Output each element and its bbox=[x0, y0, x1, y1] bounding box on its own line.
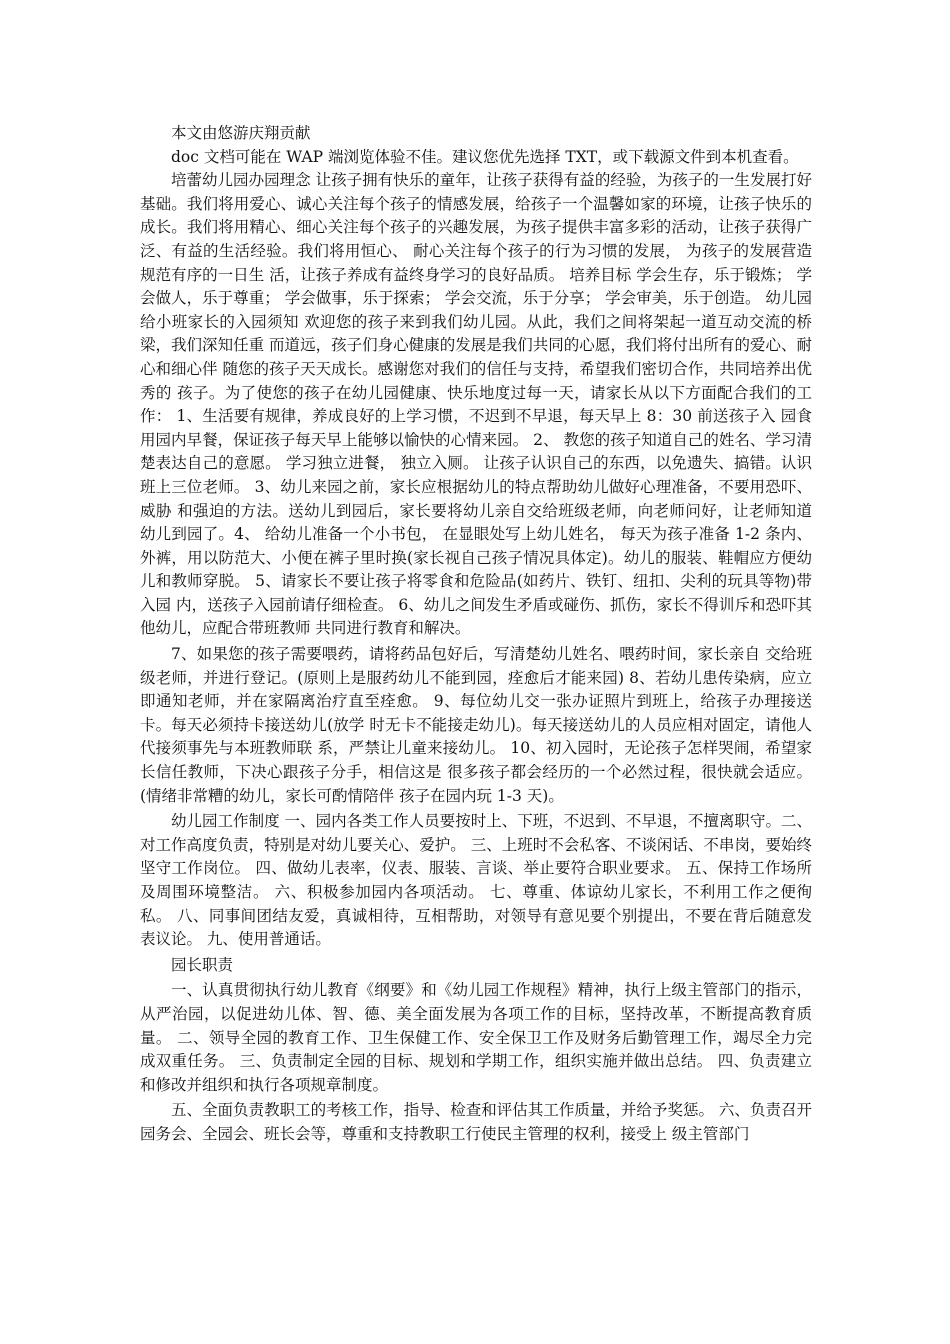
document-body bbox=[140, 122, 812, 1147]
paragraph-director-duties-2: 五、全面负责教职工的考核工作，指导、检查和评估其工作质量，并给予奖惩。 六、负责召开园务会、全园会、班长会等，尊重和支持教职工行使民主管理的权利，接受上 级主管部门 bbox=[140, 1101, 812, 1143]
section-heading-director-duties: 园长职责 bbox=[171, 955, 234, 974]
paragraph-work-rules: 幼儿园工作制度 一、园内各类工作人员要按时上、下班，不迟到、不早退，不擅离职守。二、对工作高度负责，特别是对幼儿要关心、爱护。 三、上班时不会私客、不谈闲话、不串岗，要始终坚守工作岗位。 四、做幼儿表率，仪表、服装、言谈、举止要符合职业要求。 五、保持工作场所及周围环境整洁。 六、积极参加园内各项活动。 七、尊重、体谅幼儿家长，不利用工作之便徇私。 八、同事间团结友爱，真诚相待，互相帮助，对领导有意见要个别提出，不要在背后随意发 表议论。 九、使用普通话。 bbox=[140, 812, 812, 949]
document-header: 本文由悠游庆翔贡献 bbox=[171, 124, 311, 142]
paragraph-medicine-and-pickup: 7、如果您的孩子需要喂药，请将药品包好后，写清楚幼儿姓名、喂药时间，家长亲自 交给班级老师，并进行登记。(原则上是服药幼儿不能到园，痊愈后才能来园) 8、若幼儿患传染病，应立即通知老师，并在家隔离治疗直至痊愈。 9、每位幼儿交一张办证照片到班上，给孩子办理接送卡。每天必须持卡接送幼儿(放学 时无卡不能接走幼儿)。每天接送幼儿的人员应相对固定，请他人代接须事先与本班教师联 系，严禁让儿童来接幼儿。 10、初入园时，无论孩子怎样哭闹，希望家长信任教师，下决心跟孩子分手，相信这是 很多孩子都会经历的一个必然过程，很快就会适应。(情绪非常糟的幼儿，家长可酌情陪伴 孩子在园内玩 1-3 天)。 bbox=[140, 645, 812, 805]
document-notice: doc 文档可能在 WAP 端浏览体验不佳。建议您优先选择 TXT，或下载源文件到本机查看。 bbox=[171, 147, 799, 166]
paragraph-director-duties-1: 一、认真贯彻执行幼儿教育《纲要》和《幼儿园工作规程》精神，执行上级主管部门的指示，从严治园，以促进幼儿体、智、德、美全面发展为各项工作的目标，坚持改革，不断提高教育质量。 二、领导全园的教育工作、卫生保健工作、安全保卫工作及财务后勤管理工作，竭尽全力完 成双重任务。 三、负责制定全园的目标、规划和学期工作，组织实施并做出总结。 四、负责建立和修改并组织和执行各项规章制度。 bbox=[140, 981, 812, 1094]
paragraph-kindergarten-philosophy: 培蕾幼儿园办园理念 让孩子拥有快乐的童年，让孩子获得有益的经验，为孩子的一生发展打好基础。我们将用爱心、诚心关注每个孩子的情感发展，给孩子一个温馨如家的环境，让孩子快乐的 成长。我们将用精心、细心关注每个孩子的兴趣发展，为孩子提供丰富多彩的活动，让孩子获得广 泛、有益的生活经验。我们将用恒心、 耐心关注每个孩子的行为习惯的发展， 为孩子的发展营造规范有序的一日生 活，让孩子养成有益终身学习的良好品质。 培养目标 学会生存，乐于锻炼； 学会做人，乐于尊重； 学会做事，乐于探索； 学会交流，乐于分享； 学会审美，乐于创造。 幼儿园给小班家长的入园须知 欢迎您的孩子来到我们幼儿园。从此，我们之间将架起一道互动交流的桥梁，我们深知任重 而道远，孩子们身心健康的发展是我们共同的心愿，我们将付出所有的爱心、耐心和细心伴 随您的孩子天天成长。感谢您对我们的信任与支持，希望我们密切合作，共同培养出优秀的 孩子。为了使您的孩子在幼儿园健康、快乐地度过每一天，请家长从以下方面配合我们的工 作： 1、生活要有规律，养成良好的上学习惯，不迟到不早退，每天早上 8：30 前送孩子入 园食用园内早餐，保证孩子每天早上能够以愉快的心情来园。 2、 教您的孩子知道自己的姓名、学习清楚表达自己的意愿。 学习独立进餐， 独立入厕。 让孩子认识自己的东西，以免遗失、搞错。认识班上三位老师。 3、幼儿来园之前，家长应根据幼儿的特点帮助幼儿做好心理准备，不要用恐吓、威胁 和强迫的方法。送幼儿到园后，家长要将幼儿亲自交给班级老师，向老师问好，让老师知道 幼儿到园了。4、 给幼儿准备一个小书包， 在显眼处写上幼儿姓名， 每天为孩子准备 1-2 条内、 外裤，用以防范大、小便在裤子里时换(家长视自己孩子情况具体定)。幼儿的服装、鞋帽应方便幼儿和教师穿脱。 5、请家长不要让孩子将零食和危险品(如药片、铁钉、纽扣、尖利的玩具等物)带入园 内，送孩子入园前请仔细检查。 6、幼儿之间发生矛盾或碰伤、抓伤，家长不得训斥和恐吓其他幼儿，应配合带班教师 共同进行教育和解决。 bbox=[140, 171, 812, 638]
